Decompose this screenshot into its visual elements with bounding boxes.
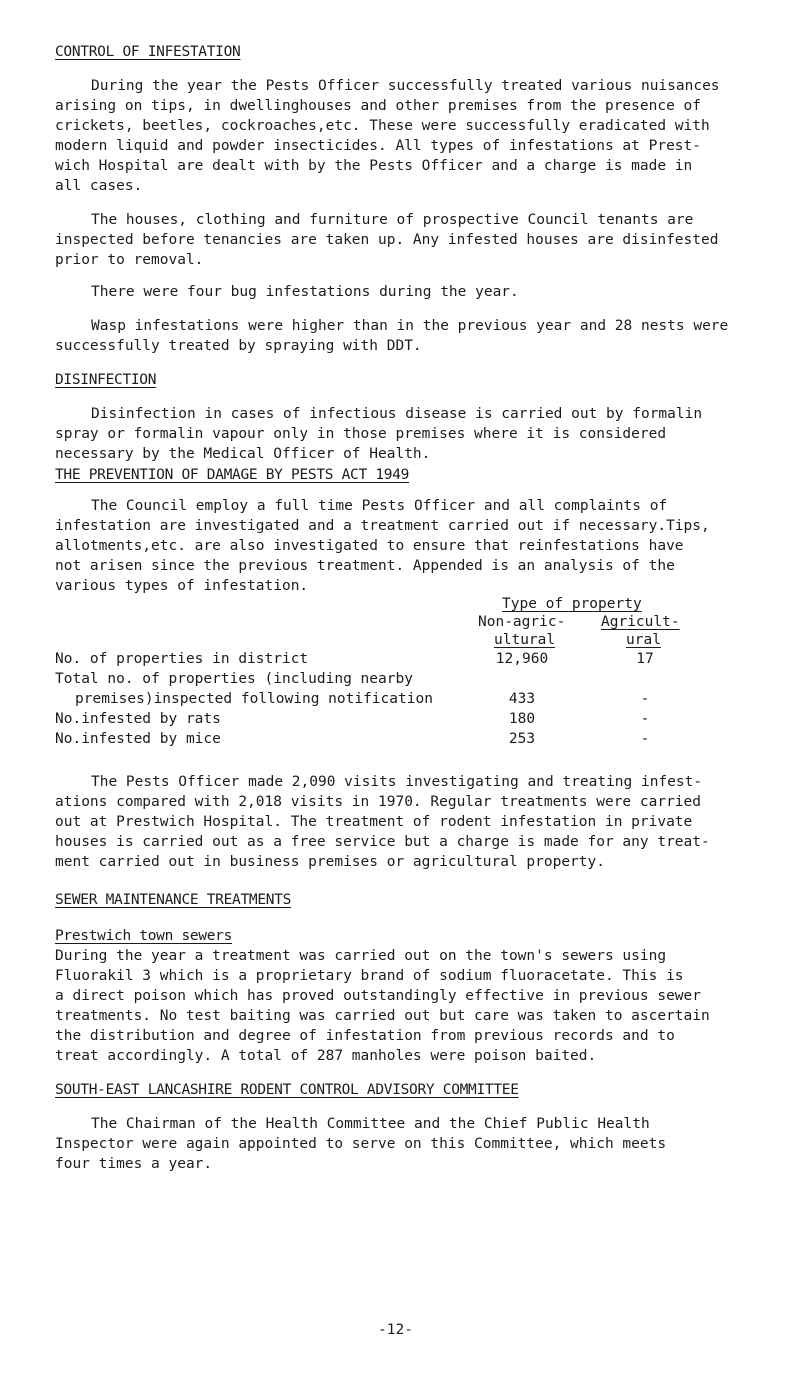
text-line: The Chairman of the Health Committee and the Chief Public Health [91,1116,650,1132]
table-col2-header-line1: Agricult- [601,614,680,630]
text-line: wich Hospital are dealt with by the Pests Officer and a charge is made in [55,158,693,174]
paragraph-disinfection [55,404,770,464]
text-line: crickets, beetles, cockroaches,etc. These were successfully eradicated with [55,118,710,134]
heading-rodent-control-committee: SOUTH-EAST LANCASHIRE RODENT CONTROL ADVISORY COMMITTEE [55,1082,519,1098]
text-line: inspected before tenancies are taken up. Any infested houses are disinfested [55,232,719,248]
text-line: spray or formalin vapour only in those premises where it is considered [55,426,667,442]
text-line: The houses, clothing and furniture of prospective Council tenants are [91,212,694,228]
text-line: houses is carried out as a free service but a charge is made for any treat- [55,834,710,850]
row-value-agricultural: 17 [636,651,654,667]
text-line: not arisen since the previous treatment. Appended is an analysis of the [55,558,675,574]
table-group-header: Type of property [502,596,642,612]
text-line: all cases. [55,178,143,194]
text-line: necessary by the Medical Officer of Health. [55,446,431,462]
heading-control-of-infestation: CONTROL OF INFESTATION [55,44,241,60]
paragraph-infestation-2 [55,210,770,270]
row-value-non-agricultural: 12,960 [495,651,549,667]
subheading-prestwich-town-sewers: Prestwich town sewers [55,928,233,944]
heading-prevention-act: THE PREVENTION OF DAMAGE BY PESTS ACT 1949 [55,467,410,483]
row-value-non-agricultural: 180 [508,711,536,727]
text-line: the distribution and degree of infestation from previous records and to [55,1028,675,1044]
row-value-agricultural: - [640,731,650,747]
row-value-agricultural: - [640,711,650,727]
paragraph-infestation-3 [55,282,770,302]
row-value-non-agricultural: 253 [508,731,536,747]
paragraph-committee [55,1114,770,1174]
text-line: Wasp infestations were higher than in the previous year and 28 nests were [91,318,729,334]
table-col1-header-line2: ultural [494,632,556,648]
row-value-agricultural: - [640,691,650,707]
text-line: During the year a treatment was carried out on the town's sewers using [55,948,667,964]
row-label: No.infested by rats [55,711,221,727]
table-col1-header-line1: Non-agric- [478,614,566,630]
heading-disinfection: DISINFECTION [55,372,157,388]
text-line: There were four bug infestations during the year. [91,284,519,300]
text-line: infestation are investigated and a treatment carried out if necessary.Tips, [55,518,710,534]
page-number: -12- [378,1322,413,1338]
text-line: The Council employ a full time Pests Officer and all complaints of [91,498,668,514]
paragraph-infestation-1 [55,76,770,196]
text-line: Disinfection in cases of infectious disease is carried out by formalin [91,406,703,422]
text-line: out at Prestwich Hospital. The treatment of rodent infestation in private [55,814,693,830]
text-line: modern liquid and powder insecticides. All types of infestations at Prest- [55,138,702,154]
table-row [55,689,775,709]
text-line: allotments,etc. are also investigated to ensure that reinfestations have [55,538,684,554]
text-line: successfully treated by spraying with DDT. [55,338,422,354]
table-col2-header-line2: ural [626,632,661,648]
paragraph-sewer [55,946,770,1066]
row-label: No.infested by mice [55,731,221,747]
table-row [55,649,775,669]
text-line: prior to removal. [55,252,204,268]
table-row [55,709,775,729]
paragraph-prevention-2 [55,772,770,872]
text-line: Fluorakil 3 which is a proprietary brand of sodium fluoracetate. This is [55,968,684,984]
text-line: four times a year. [55,1156,213,1172]
row-value-non-agricultural: 433 [508,691,536,707]
table-row [55,669,775,689]
table-row [55,729,775,749]
text-line: During the year the Pests Officer successfully treated various nuisances [91,78,720,94]
text-line: Inspector were again appointed to serve on this Committee, which meets [55,1136,667,1152]
row-label: No. of properties in district [55,651,309,667]
text-line: various types of infestation. [55,578,309,594]
row-label: premises)inspected following notification [75,691,433,707]
paragraph-prevention-1 [55,496,770,596]
heading-sewer-maintenance: SEWER MAINTENANCE TREATMENTS [55,892,292,908]
paragraph-infestation-4 [55,316,770,356]
text-line: a direct poison which has proved outstandingly effective in previous sewer [55,988,702,1004]
row-label: Total no. of properties (including nearby [55,671,413,687]
text-line: treat accordingly. A total of 287 manholes were poison baited. [55,1048,597,1064]
text-line: The Pests Officer made 2,090 visits investigating and treating infest- [91,774,703,790]
text-line: treatments. No test baiting was carried out but care was taken to ascertain [55,1008,710,1024]
text-line: arising on tips, in dwellinghouses and other premises from the presence of [55,98,702,114]
text-line: ment carried out in business premises or agricultural property. [55,854,605,870]
text-line: ations compared with 2,018 visits in 1970. Regular treatments were carried [55,794,702,810]
